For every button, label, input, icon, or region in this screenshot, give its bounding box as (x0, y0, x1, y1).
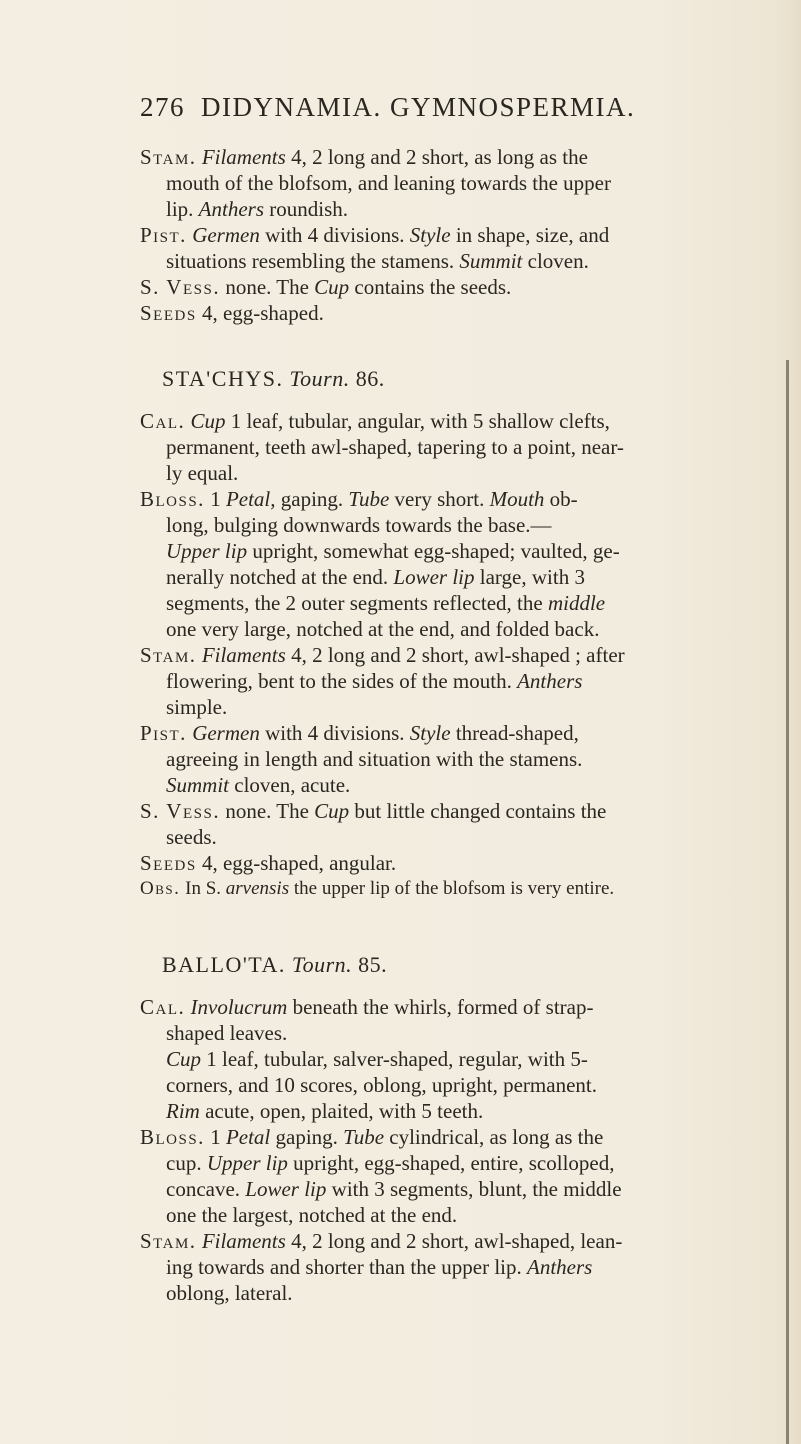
page-number: 276 (140, 92, 185, 122)
ballota-description: Cal. Involucrum beneath the whirls, formed of strap- shaped leaves. Cup 1 leaf, tubular, salver-shaped, regular, with 5- corners, and 10 scores, oblong, upright, permanent. Rim acute, open, plaited, with 5 teeth. Bloss. 1 Petal gaping. Tube cylindrical, as long as the cup. Upper lip upright, egg-shaped, entire, scolloped, concave. Lower lip with 3 segments, blunt, the middle one the largest, notched at the end. Stam. Filaments 4, 2 long and 2 short, awl-shaped, lean- ing towards and shorter than the upper lip. Anthers oblong, lateral. (140, 995, 623, 1305)
running-header (140, 92, 635, 123)
top-section: Stam. Filaments 4, 2 long and 2 short, as long as the mouth of the blofsom, and leaning towards the upper lip. Anthers roundish. Pist. Germen with 4 divisions. Style in shape, size, and situations resembling the stamens. Summit cloven. S. Vess. none. The Cup contains the seeds. Seeds 4, egg-shaped. (140, 145, 611, 325)
genus-heading-ballota: BALLO'TA. Tourn. 85. (162, 952, 388, 977)
page-edge-shadow (786, 360, 789, 1444)
stachys-description: Cal. Cup 1 leaf, tubular, angular, with 5 shallow clefts, permanent, teeth awl-shaped, tapering to a point, near- ly equal. Bloss. 1 Petal, gaping. Tube very short. Mouth ob- long, bulging downwards towards the base.— Upper lip upright, somewhat egg-shaped; vaulted, ge- nerally notched at the end. Lower lip large, with 3 segments, the 2 outer segments reflected, the middle one very large, notched at the end, and folded back. Stam. Filaments 4, 2 long and 2 short, awl-shaped ; after flowering, bent to the sides of the mouth. Anthers simple. Pist. Germen with 4 divisions. Style thread-shaped, agreeing in length and situation with the stamens. Summit cloven, acute. S. Vess. none. The Cup but little changed contains the seeds. Seeds 4, egg-shaped, angular. Obs. In S. arvensis the upper lip of the blofsom is very entire. (140, 409, 625, 899)
running-title: DIDYNAMIA. GYMNOSPERMIA. (201, 92, 636, 122)
genus-heading-stachys: STA'CHYS. Tourn. 86. (162, 366, 385, 391)
